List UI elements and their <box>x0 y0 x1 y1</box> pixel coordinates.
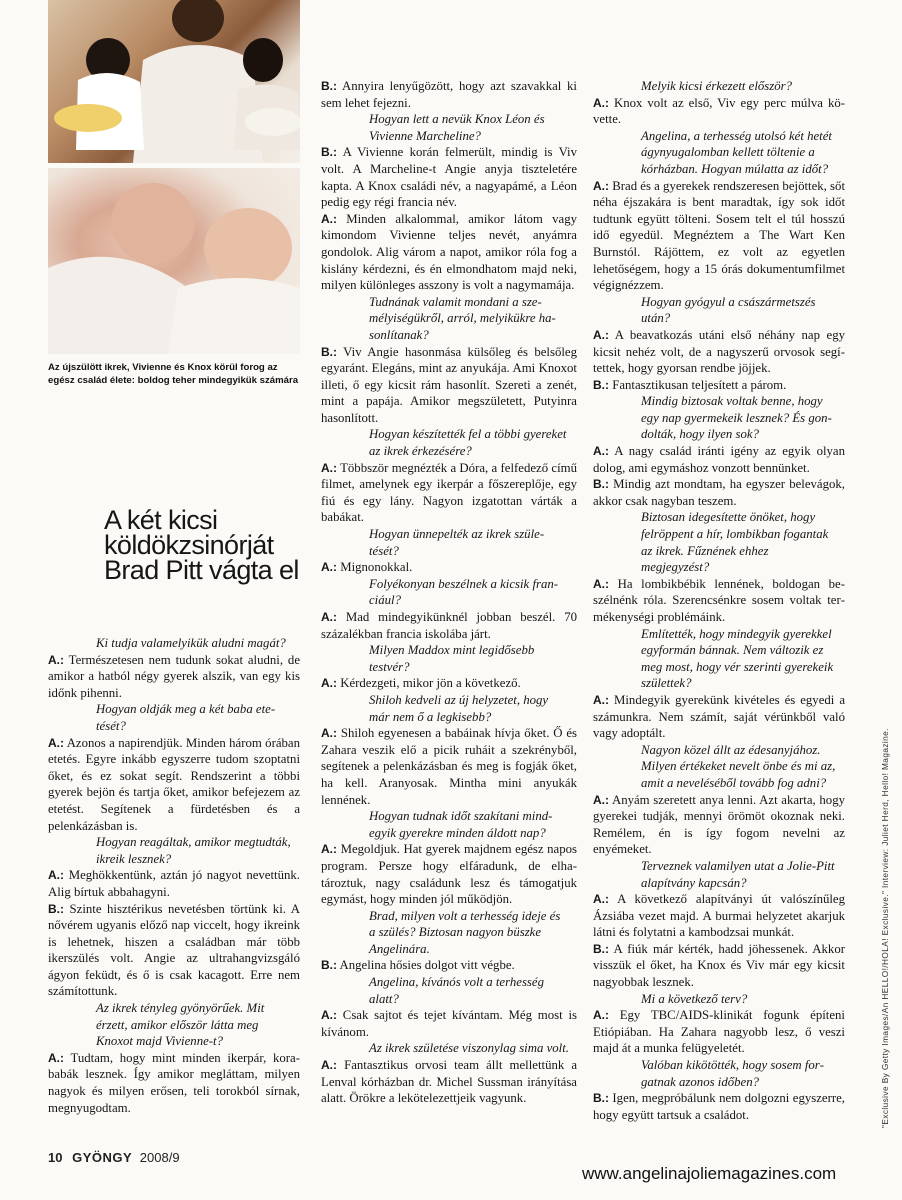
answer-paragraph <box>321 1057 577 1107</box>
answer-text: Természetesen nem tudunk sokat aludni, de amikor a hatból négy gyerek alszik, van egy kis időnk pihenni. <box>48 652 301 700</box>
speaker-label: B.: <box>321 79 337 93</box>
answer-paragraph <box>48 652 300 702</box>
question-paragraph: Hogyan ünnepelték az ikrek születését? <box>369 527 545 558</box>
answer-text: Fantasztikus orvosi team állt mellettünk a Lenval kórházban dr. Michel Sussman irányítása alatt. Örökre a lekötelezettjeik vagyunk. <box>321 1058 578 1106</box>
speaker-label: A.: <box>48 868 64 883</box>
answer-paragraph <box>593 377 845 394</box>
answer-text: Kérdezgeti, mikor jön a következő. <box>340 676 521 691</box>
speaker-label: A.: <box>321 460 337 475</box>
answer-paragraph <box>321 1007 577 1040</box>
answer-text: Mignonokkal. <box>340 560 413 575</box>
answer-paragraph <box>321 78 577 111</box>
speaker-label: A.: <box>321 560 337 575</box>
answer-paragraph <box>321 144 577 210</box>
answer-paragraph <box>593 178 845 294</box>
answer-paragraph <box>321 559 577 576</box>
watermark-url: www.angelinajoliemagazines.com <box>582 1164 837 1183</box>
speaker-label: B.: <box>593 477 609 492</box>
answer-paragraph <box>593 1090 845 1123</box>
answer-paragraph <box>593 327 845 377</box>
photo-credit: "Exclusive By Getty Images/An HELLO!/HOLA! Exclusive." Interview: Juliet Herd, Hello! Magazine. <box>880 728 890 1128</box>
answer-text: Szinte hisztérikus nevetésben törtünk ki. A nővérem ugyanis előző nap viccelt, hogy ikreink is lehetnek, hiszen a családban már több ikerszülés volt. Angie az ultrahangvizsgáló ágyon feküdt, és ő is csak kacagott. Erre nem számítottunk. <box>48 901 300 999</box>
answer-paragraph <box>321 841 577 907</box>
speaker-label: A.: <box>593 178 609 193</box>
speaker-label: A.: <box>321 676 337 691</box>
question-paragraph: Hogyan készítették fel a többi gyereket az ikrek érkezésére? <box>369 427 567 459</box>
page-number: 10 <box>48 1150 63 1165</box>
answer-paragraph <box>593 792 845 858</box>
speaker-label: A.: <box>321 211 337 226</box>
answer-text: Knox volt az első, Viv egy perc múlva követte. <box>593 95 846 127</box>
speaker-label: B.: <box>321 344 337 359</box>
answer-paragraph <box>593 941 845 991</box>
answer-paragraph <box>321 725 577 808</box>
answer-text: Brad és a gyerekek rendszeresen bejöttek, sőt néha éjszakára is bent maradtak, így sok időt tudtunk együtt tölteni. Sosem telt el túl hosszú idő egyedül. Megnéztem a The Wart Ken Burnstól. Rájöttem, ez volt az egyetlen lehetőségem, hogy a 15 órás dokumentumfilmet végignézzem. <box>593 178 845 293</box>
answer-text: Viv Angie hasonmása külsőleg és belsőleg egyaránt. Elegáns, mint az anyukája. Ami Knoxot illeti, ő egy kicsit rám hasonlít. Szereti a zenét, mint a papája. Amikor megszületett, Putyinra hasonlított. <box>321 344 577 425</box>
answer-text: A fiúk már kérték, hadd jöhessenek. Akkor visszük el őket, ha Knox és Viv már egy kicsit nagyobbak lesznek. <box>593 941 845 990</box>
answer-text: Ha lombikbébik lennének, boldogan beszélnénk róla. Szerencsénkre sosem voltak termékenységi problémáink. <box>593 576 845 624</box>
speaker-label: A.: <box>593 327 609 342</box>
photo-caption: Az újszülött ikrek, Vivienne és Knox körül forog az egész család élete: boldog teher mindegyikük számára <box>48 362 299 386</box>
answer-text: Mad mindegyikünknél jobban beszél. 70 százalékban francia iskolába járt. <box>321 610 577 641</box>
question-paragraph: Valóban kikötötték, hogy sosem forgatnak azonos időben? <box>641 1058 825 1089</box>
answer-text: Többször megnézték a Dóra, a felfedező című filmet, amelynek egy ikerpár a főszereplője, egy fiú és egy lány. Nagyon izgatottan várták a babákat. <box>321 460 577 525</box>
question-paragraph: Biztosan idegesítette önöket, hogy felröppent a hír, lombikban fogantak az ikrek. Fűznének ehhez megjegyzést? <box>641 510 829 575</box>
question-paragraph: Shiloh kedveli az új helyzetet, hogy már nem ő a legkisebb? <box>369 692 549 724</box>
answer-paragraph <box>593 891 845 941</box>
answer-text: A Vivienne korán felmerült, mindig is Viv volt. A Marcheline-t Angie anyja tiszteletére kapta. A Knox családi név, a nagyapámé, a Léon pedig egy régi francia név. <box>321 145 577 210</box>
speaker-label: B.: <box>48 901 64 916</box>
question-paragraph: Angelina, kívánós volt a terhesség alatt? <box>369 975 544 1006</box>
answer-paragraph <box>321 957 577 974</box>
answer-text: Tudtam, hogy mint minden ikerpár, korababák lesznek. Így amikor megláttam, milyen nagyok és milyen erősen, teli torokból sírnak, megnyugodtam. <box>48 1050 301 1115</box>
speaker-label: A.: <box>321 1008 337 1023</box>
twins-photo <box>48 168 300 354</box>
answer-paragraph <box>593 443 845 476</box>
answer-paragraph <box>593 692 845 742</box>
question-paragraph: Hogyan tudnak időt szakítani mindegyik gyerekre minden áldott nap? <box>369 809 553 840</box>
question-paragraph: Hogyan reagáltak, amikor megtudták, ikreik lesznek? <box>96 835 291 866</box>
answer-paragraph <box>593 1007 845 1057</box>
answer-text: Igen, megpróbálunk nem dolgozni egyszerre, hogy együtt tartsuk a családot. <box>593 1091 845 1122</box>
speaker-label: A.: <box>593 692 609 707</box>
answer-paragraph <box>593 576 845 626</box>
text-column-1 <box>48 635 300 1116</box>
answer-text: A nagy család iránti igény az egyik olyan dolog, ami egymáshoz vonzott bennünket. <box>593 444 846 475</box>
answer-text: Meghökkentünk, aztán jó nagyot nevettünk. Alig bírtuk abbahagyni. <box>48 868 300 899</box>
question-paragraph: Tudnának valamit mondani a személyiségükről, arról, melyikükre hasonlítanak? <box>369 294 556 342</box>
answer-text: Shiloh egyenesen a babáinak hívja őket. Ő és Zahara veszik elő a picik ruháit a szekrényből, segítenek a pelenkázásban és meg is fogják őket, ha kell. Aranyosak. Mintha mini anyukák lennének. <box>321 726 578 807</box>
speaker-label: A.: <box>593 444 609 459</box>
question-paragraph: Mi a következő terv? <box>641 991 748 1006</box>
speaker-label: B.: <box>593 941 609 956</box>
question-paragraph: Terveznek valamilyen utat a Jolie-Pitt alapítvány kapcsán? <box>641 858 835 890</box>
answer-paragraph <box>321 460 577 526</box>
speaker-label: A.: <box>593 576 609 591</box>
speaker-label: A.: <box>593 792 609 807</box>
speaker-label: B.: <box>321 958 337 973</box>
speaker-label: A.: <box>593 892 609 907</box>
speaker-label: A.: <box>321 1058 337 1073</box>
speaker-label: A.: <box>321 842 337 857</box>
speaker-label: A.: <box>48 735 64 750</box>
answer-text: Mindig azt mondtam, ha egyszer belevágok, akkor csak nagyban teszem. <box>593 477 845 508</box>
speaker-label: B.: <box>593 1091 609 1106</box>
answer-paragraph <box>48 735 300 835</box>
answer-text: Mindegyik gyerekünk kivételes és egyedi a számunkra. Nem számít, saját vérünkből való vagy adoptált. <box>593 692 845 741</box>
question-paragraph: Az ikrek születése viszonylag sima volt. <box>369 1041 569 1056</box>
answer-paragraph <box>321 609 577 642</box>
question-paragraph: Melyik kicsi érkezett először? <box>641 79 793 93</box>
speaker-label: A.: <box>48 652 64 667</box>
family-photo <box>48 0 300 163</box>
answer-paragraph <box>321 675 577 692</box>
answer-text: Minden alkalommal, amikor látom vagy kimondom Vivienne teljes nevét, anyámra gondolok. Alig várom a napot, amikor róla fog a kislány kérdezni, és én elmondhatom majd neki, milyen különleges asszony is volt a nagymamája. <box>321 211 577 293</box>
question-paragraph: Ki tudja valamelyikük aludni magát? <box>96 636 286 650</box>
answer-text: A következő alapítványi út valószínűleg Ázsiába vezet majd. A burmai helyzetet akarjuk látni és folytatni a kambodzsai munkát. <box>593 892 846 940</box>
answer-paragraph <box>48 901 300 1001</box>
article-headline: A két kicsi köldökzsinórját Brad Pitt vágta el <box>104 505 299 585</box>
answer-paragraph <box>48 867 300 900</box>
answer-text: Megoldjuk. Hat gyerek majdnem egész napos program. Persze hogy elfáradunk, de elhatároztuk, nagy családunk lesz és támogatjuk egymást, hogy minden jól működjön. <box>321 842 577 907</box>
question-paragraph: Angelina, a terhesség utolsó két hetét ágynyugalomban kellett töltenie a kórházban. Hogyan múlatta az időt? <box>641 128 832 176</box>
answer-paragraph <box>321 344 577 427</box>
answer-text: A beavatkozás utáni első néhány nap egy kicsit nehéz volt, de a nagyszerű orvosok segítettek, hogy gyorsan rendbe jöjjek. <box>593 327 845 376</box>
answer-paragraph <box>593 95 845 128</box>
speaker-label: A.: <box>321 610 337 624</box>
speaker-label: B.: <box>593 377 609 392</box>
answer-paragraph <box>321 211 577 294</box>
answer-text: Csak sajtot és tejet kívántam. Még most is kívánom. <box>321 1008 577 1039</box>
speaker-label: A.: <box>593 95 609 110</box>
answer-text: Egy TBC/AIDS-klinikát fogunk építeni Etiópiában. Ha Zahara nagyobb lesz, ő veszi majd át a munka felügyeletét. <box>593 1008 845 1056</box>
question-paragraph: Brad, milyen volt a terhesség ideje és a szülés? Biztosan nagyon büszke Angelinára. <box>369 908 561 956</box>
answer-text: Anyám szeretett anya lenni. Azt akarta, hogy gyerekei tudják, mennyi örömöt okoznak neki. Remélem, én is így fogom nevelni az enyémeket. <box>593 792 845 857</box>
question-paragraph: Hogyan lett a nevük Knox Léon és Vivienne Marcheline? <box>369 112 545 143</box>
answer-text: Fantasztikusan teljesített a párom. <box>612 377 787 392</box>
speaker-label: A.: <box>593 1008 609 1023</box>
answer-paragraph <box>48 1050 300 1116</box>
question-paragraph: Folyékonyan beszélnek a kicsik franciául? <box>369 576 559 608</box>
answer-text: Azonos a napirendjük. Minden három órában etetés. Egyre inkább egyszerre tudom szoptatni őket, és ez sokat segít. Rendszerint a többi gyerek bejön és tartja őket, amikor befejezem az etetést. Segítenek a fürdetésben és a pelenkázásban is. <box>48 735 300 833</box>
speaker-label: B.: <box>321 145 337 160</box>
answer-text: Annyira lenyűgözött, hogy azt szavakkal ki sem lehet fejezni. <box>321 79 577 110</box>
question-paragraph: Említették, hogy mindegyik gyerekkel egyformán bánnak. Nem változik ez meg most, hogy vér szerinti gyerekeik születtek? <box>641 626 834 691</box>
text-column-2 <box>321 78 577 1107</box>
question-paragraph: Milyen Maddox mint legidősebb testvér? <box>369 643 535 674</box>
speaker-label: A.: <box>48 1050 64 1065</box>
question-paragraph: Az ikrek tényleg gyönyörűek. Mit érzett, amikor először látta meg Knoxot majd Vivienne-t? <box>96 1001 265 1049</box>
question-paragraph: Hogyan gyógyul a császármetszés után? <box>641 294 816 326</box>
magazine-name: GYÖNGY <box>72 1150 133 1165</box>
speaker-label: A.: <box>321 726 337 741</box>
answer-text: Angelina hősies dolgot vitt végbe. <box>339 958 515 973</box>
text-column-3 <box>593 78 845 1123</box>
issue-number: 2008/9 <box>139 1150 180 1165</box>
page-footer <box>48 1150 180 1165</box>
answer-paragraph <box>593 476 845 509</box>
question-paragraph: Mindig biztosak voltak benne, hogy egy nap gyermekeik lesznek? És gondolták, hogy ilyen sok? <box>641 394 832 442</box>
question-paragraph: Hogyan oldják meg a két baba etetését? <box>96 702 276 733</box>
question-paragraph: Nagyon közel állt az édesanyjához. Milyen értékeket nevelt önbe és mi az, amit a neveléséből tovább fog adni? <box>641 742 836 790</box>
